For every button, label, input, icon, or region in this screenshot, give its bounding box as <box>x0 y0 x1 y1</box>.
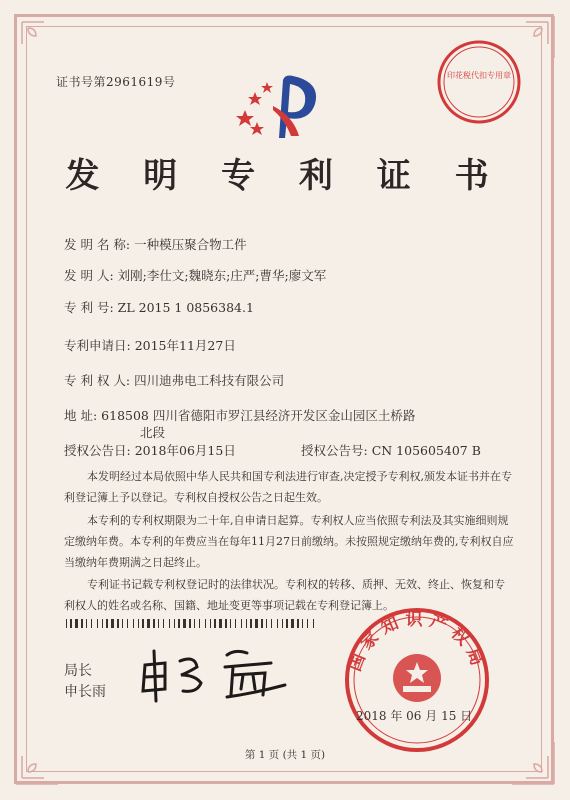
filing-date-field <box>64 336 236 354</box>
barcode-bar <box>246 619 247 628</box>
invention-name-value: 一种模压聚合物工件 <box>134 237 247 252</box>
barcode-bar <box>66 619 67 628</box>
barcode-bar <box>199 619 200 628</box>
address-field <box>64 406 415 424</box>
barcode-bar <box>235 619 236 628</box>
director-name: 申长雨 <box>64 684 106 700</box>
grant-date-label: 授权公告日: <box>64 443 131 458</box>
barcode-bar <box>163 619 164 628</box>
barcode-bar <box>111 619 114 628</box>
filing-date-value: 2015年11月27日 <box>134 338 236 353</box>
publication-number-value: CN 105605407 B <box>371 443 481 458</box>
barcode-bar <box>158 619 159 628</box>
invention-name-field <box>64 235 247 253</box>
barcode-bar <box>142 619 144 628</box>
barcode-bar <box>261 619 263 628</box>
official-seal <box>343 606 491 754</box>
barcode-bar <box>169 619 170 628</box>
patent-number-label: 专 利 号: <box>64 300 114 315</box>
barcode-bar <box>102 619 103 628</box>
body-paragraph-1: 本发明经过本局依照中华人民共和国专利法进行审查,决定授予专利权,颁发本证书并在专利登记簿上予以登记。专利权自授权公告之日起生效。 <box>64 470 512 504</box>
patent-holder-label: 专 利 权 人: <box>64 373 131 388</box>
barcode-bar <box>286 619 288 628</box>
barcode-bar <box>241 619 242 628</box>
barcode-bar <box>302 619 303 628</box>
barcode-bar <box>122 619 123 628</box>
address-value: 618508 四川省德阳市罗江县经济开发区金山园区土桥路 <box>101 408 416 423</box>
barcode-bar <box>75 619 78 628</box>
invention-name-label: 发 明 名 称: <box>64 237 131 252</box>
cnipa-logo <box>233 70 333 140</box>
page-number: 第 1 页 (共 1 页) <box>244 749 326 761</box>
barcode-bar <box>297 619 299 628</box>
barcode-bar <box>282 619 283 628</box>
official-seal-text: 国家知识产权局 <box>344 609 490 675</box>
barcode-bar <box>183 619 186 628</box>
barcode-bar <box>307 619 308 628</box>
seal-date: 2018 年 06 月 15 日 <box>356 709 473 723</box>
barcode-bar <box>230 619 231 628</box>
barcode-bar <box>97 619 98 628</box>
barcode-bar <box>266 619 267 628</box>
certificate-number: 证书号第2961619号 <box>56 75 176 89</box>
barcode-bar <box>106 619 108 628</box>
tax-seal <box>435 38 523 126</box>
barcode-bar <box>86 619 87 628</box>
handwritten-signature <box>135 645 310 703</box>
inventor-field <box>64 266 326 284</box>
barcode-bar <box>147 619 150 628</box>
address-label: 地 址: <box>64 408 98 423</box>
patent-holder-field <box>64 371 284 389</box>
barcode-bar <box>91 619 92 628</box>
barcode-bar <box>250 619 252 628</box>
barcode-bar <box>127 619 128 628</box>
inventor-value: 刘刚;李仕文;魏晓东;庄严;曹华;廖文军 <box>117 268 327 283</box>
barcode-bar <box>313 619 314 628</box>
barcode-bar <box>219 619 222 628</box>
address-value-line2: 北段 <box>140 425 166 440</box>
director-title: 局长 <box>64 663 92 679</box>
publication-number-field <box>301 441 481 459</box>
grant-date-value: 2018年06月15日 <box>134 443 236 458</box>
barcode <box>66 619 316 628</box>
barcode-bar <box>153 619 155 628</box>
barcode-bar <box>271 619 272 628</box>
patent-number-value: ZL 2015 1 0856384.1 <box>117 300 254 315</box>
certificate-title: 发 明 专 利 证 书 <box>65 156 505 196</box>
barcode-bar <box>117 619 119 628</box>
barcode-bar <box>255 619 258 628</box>
barcode-bar <box>133 619 134 628</box>
tax-seal-text: 印花税代扣专用章 <box>447 71 511 80</box>
barcode-bar <box>178 619 180 628</box>
body-paragraph-3: 专利证书记载专利权登记时的法律状况。专利权的转移、质押、无效、终止、恢复和专利权人的姓名或名称、国籍、地址变更等事项记载在专利登记簿上。 <box>64 578 505 612</box>
barcode-bar <box>214 619 216 628</box>
barcode-bar <box>225 619 227 628</box>
patent-holder-value: 四川迪弗电工科技有限公司 <box>134 373 285 388</box>
barcode-bar <box>174 619 175 628</box>
grant-date-field <box>64 441 236 459</box>
barcode-bar <box>138 619 139 628</box>
inventor-label: 发 明 人: <box>64 268 114 283</box>
barcode-bar <box>210 619 211 628</box>
barcode-bar <box>81 619 83 628</box>
barcode-bar <box>70 619 72 628</box>
barcode-bar <box>291 619 294 628</box>
body-paragraph-2: 本专利的专利权期限为二十年,自申请日起算。专利权人应当依照专利法及其实施细则规定缴纳年费。本专利的年费应当在每年11月27日前缴纳。未按照规定缴纳年费的,专利权自应当缴纳年费期满之日起终止。 <box>64 514 514 569</box>
publication-number-label: 授权公告号: <box>301 443 368 458</box>
barcode-bar <box>189 619 191 628</box>
barcode-bar <box>277 619 278 628</box>
filing-date-label: 专利申请日: <box>64 338 131 353</box>
barcode-bar <box>194 619 195 628</box>
patent-number-field <box>64 298 254 316</box>
corner-ornament-tl <box>14 14 60 60</box>
barcode-bar <box>205 619 206 628</box>
